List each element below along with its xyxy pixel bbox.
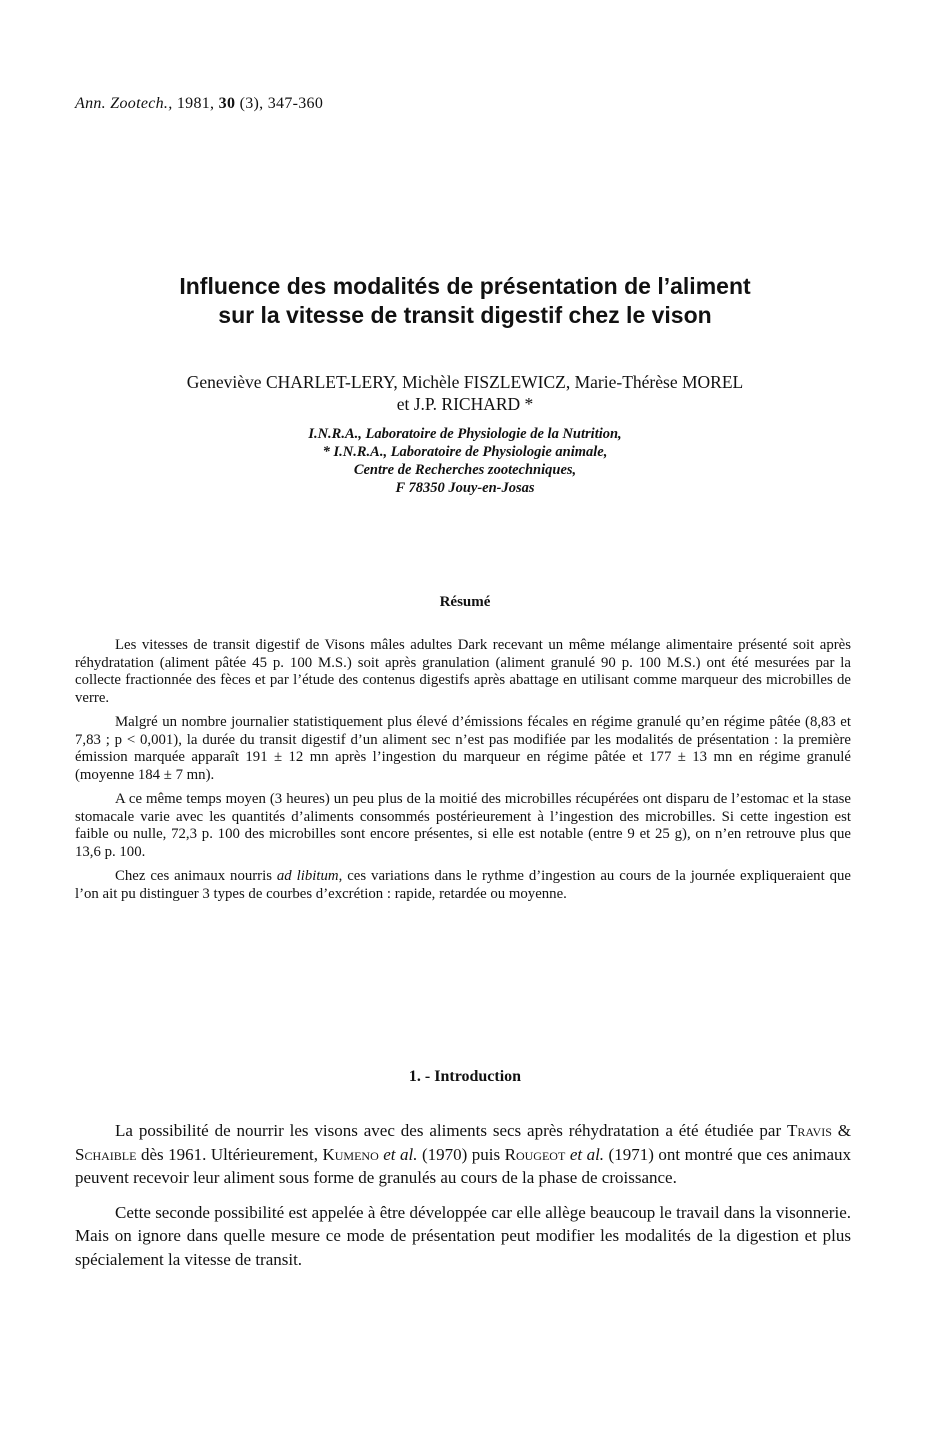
title-line-2: sur la vitesse de transit digestif chez le vison	[218, 302, 712, 328]
journal-name: Ann. Zootech.,	[75, 95, 173, 112]
introduction-body	[75, 1119, 851, 1282]
intro-p1-b: dès 1961. Ultérieurement,	[136, 1144, 323, 1164]
intro-p1-author-1: Travis & Schaible	[75, 1121, 851, 1164]
intro-p1-author-2: Kumeno	[322, 1144, 379, 1164]
authors-line-2: et J.P. RICHARD *	[396, 394, 534, 414]
abstract-paragraph-2: Malgré un nombre journalier statistiquement plus élevé d’émissions fécales en régime granulé qu’en régime pâtée (8,83 et 7,83 ; p < 0,001), la durée du transit digestif d’un aliment sec n’est pas modifiée par les modalités de présentation : la première émission marquée apparaît 191 ± 12 mn après l’ingestion du marqueur en régime pâtée et 177 ± 13 mn en régime granulé (moyenne 184 ± 7 mn).	[75, 714, 851, 783]
author-list	[40, 371, 890, 415]
intro-p1-etal-1: et al.	[383, 1144, 418, 1164]
abstract-body	[75, 637, 851, 910]
intro-paragraph-2: Cette seconde possibilité est appelée à être développée car elle allège beaucoup le travail dans la visonnerie. Mais on ignore dans quelle mesure ce mode de présentation peut modifier les modalités de la digestion et plus spécialement la vitesse de transit.	[75, 1202, 851, 1269]
affiliation-line-1: I.N.R.A., Laboratoire de Physiologie de la Nutrition,	[308, 426, 622, 442]
abstract-paragraph-1: Les vitesses de transit digestif de Visons mâles adultes Dark recevant un même mélange alimentaire présenté soit après réhydratation (aliment pâtée 45 p. 100 M.S.) soit après granulation (aliment granulé 90 p. 100 M.S.) ont été mesurées par la collecte fractionnée des fèces et par l’étude des contenus digestifs après abattage en utilisant comme marqueur des microbilles de verre.	[75, 637, 851, 706]
article-title	[0, 272, 930, 330]
abstract-p4-italic: ad libitum	[276, 868, 339, 884]
abstract-paragraph-3: A ce même temps moyen (3 heures) un peu plus de la moitié des microbilles récupérées ont disparu de l’estomac et la stase stomacale varie avec les quantités d’aliments consommés postérieurement à l’ingestion des microbilles. Si cette ingestion est faible ou nulle, 72,3 p. 100 des microbilles sont encore présentes, si elle est notable (entre 9 et 25 g), on n’en retrouve plus que 13,6 p. 100.	[75, 791, 851, 860]
affiliations	[0, 425, 930, 497]
intro-p1-a: La possibilité de nourrir les visons avec des aliments secs après réhydratation a été étudiée par	[115, 1121, 788, 1140]
intro-p1-author-3: Rougeot	[504, 1144, 566, 1164]
intro-p1-etal-2: et al.	[569, 1144, 605, 1164]
abstract-p4-end: , ces variations dans le rythme d’ingestion au cours de la journée expliqueraient que l’on ait pu distinguer 3 types de courbes d’excrétion : rapide, retardée ou moyenne.	[75, 868, 851, 902]
authors-line-1: Geneviève CHARLET-LERY, Michèle FISZLEWICZ, Marie-Thérèse MOREL	[186, 372, 744, 392]
journal-citation	[75, 95, 323, 113]
affiliation-line-3: Centre de Recherches zootechniques,	[353, 462, 577, 478]
journal-issue-pages: (3), 347-360	[239, 95, 324, 112]
journal-volume: 30	[218, 95, 236, 112]
section-heading-introduction: 1. - Introduction	[408, 1068, 522, 1085]
affiliation-line-2: * I.N.R.A., Laboratoire de Physiologie animale,	[322, 444, 608, 460]
affiliation-line-4: F 78350 Jouy-en-Josas	[395, 480, 535, 496]
journal-year: 1981,	[176, 95, 215, 112]
intro-paragraph-1	[75, 1119, 851, 1190]
abstract-paragraph-4	[75, 868, 851, 903]
intro-p1-f: (1971) ont montré que ces animaux peuvent recevoir leur aliment sous forme de granulés au cours de la phase de croissance.	[75, 1144, 851, 1187]
intro-p1-d: (1970) puis	[417, 1144, 505, 1164]
abstract-heading: Résumé	[439, 594, 491, 610]
abstract-p4-start: Chez ces animaux nourris	[115, 868, 277, 884]
title-line-1: Influence des modalités de présentation de l’aliment	[179, 273, 751, 299]
